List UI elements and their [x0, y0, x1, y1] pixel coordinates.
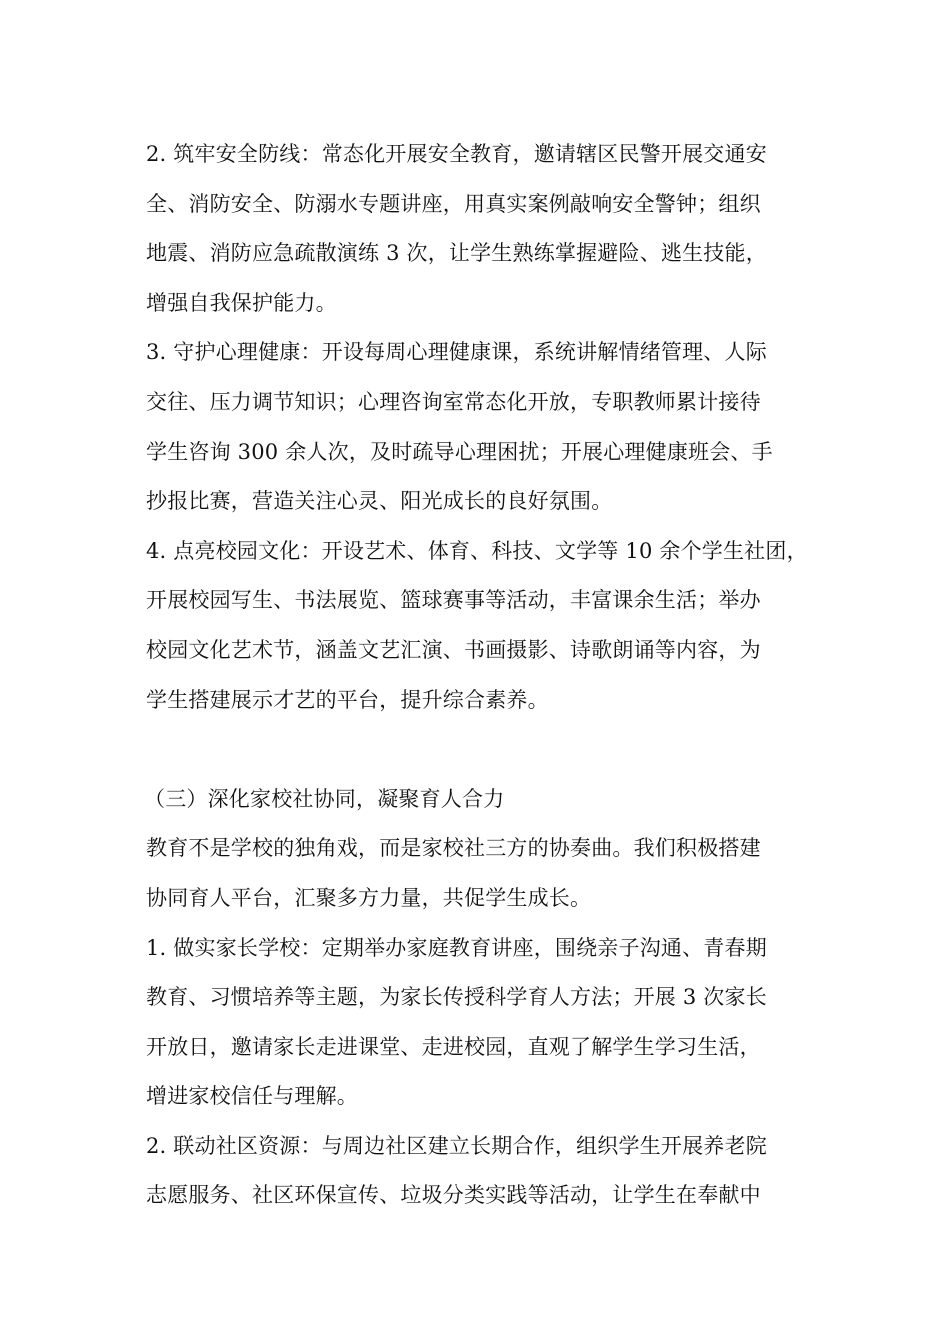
- text-line: 抄报比赛，营造关注心灵、阳光成长的良好氛围。: [146, 489, 613, 514]
- paragraph: [146, 527, 816, 725]
- paragraph: [146, 328, 816, 526]
- paragraph: [146, 130, 816, 328]
- text-line: 全、消防安全、防溺水专题讲座，用真实案例敲响安全警钟；组织: [146, 191, 761, 216]
- text-line: 3. 守护心理健康：开设每周心理健康课，系统讲解情绪管理、人际: [146, 340, 767, 365]
- text-line: 学生咨询 300 余人次，及时疏导心理困扰；开展心理健康班会、手: [146, 439, 773, 464]
- text-line: 开放日，邀请家长走进课堂、走进校园，直观了解学生学习生活，: [146, 1034, 761, 1059]
- text-line: 开展校园写生、书法展览、篮球赛事等活动，丰富课余生活；举办: [146, 588, 761, 613]
- text-line: 学生搭建展示才艺的平台，提升综合素养。: [146, 687, 549, 712]
- text-line: 地震、消防应急疏散演练 3 次，让学生熟练掌握避险、逃生技能，: [146, 241, 767, 266]
- text-line: 2. 联动社区资源：与周边社区建立长期合作，组织学生开展养老院: [146, 1133, 767, 1158]
- text-line: 增进家校信任与理解。: [146, 1084, 358, 1109]
- paragraph: [146, 1122, 816, 1221]
- paragraph: [146, 924, 816, 1122]
- text-line: 教育、习惯培养等主题，为家长传授科学育人方法；开展 3 次家长: [146, 985, 767, 1010]
- section-heading: [146, 775, 816, 825]
- text-line: 交往、压力调节知识；心理咨询室常态化开放，专职教师累计接待: [146, 389, 761, 414]
- text-line: 4. 点亮校园文化：开设艺术、体育、科技、文学等 10 余个学生社团，: [146, 538, 808, 563]
- blank-line: [146, 725, 816, 775]
- text-line: 协同育人平台，汇聚多方力量，共促学生成长。: [146, 885, 592, 910]
- text-line: 1. 做实家长学校：定期举办家庭教育讲座，围绕亲子沟通、青春期: [146, 935, 767, 960]
- document-body: [146, 130, 816, 1221]
- text-line: 校园文化艺术节，涵盖文艺汇演、书画摄影、诗歌朗诵等内容，为: [146, 637, 761, 662]
- heading-text: （三）深化家校社协同，凝聚育人合力: [144, 786, 505, 811]
- text-line: 教育不是学校的独角戏，而是家校社三方的协奏曲。我们积极搭建: [146, 836, 761, 861]
- text-line: 志愿服务、社区环保宣传、垃圾分类实践等活动，让学生在奉献中: [146, 1183, 761, 1208]
- text-line: 增强自我保护能力。: [146, 290, 337, 315]
- paragraph: [146, 824, 816, 923]
- text-line: 2. 筑牢安全防线：常态化开展安全教育，邀请辖区民警开展交通安: [146, 142, 767, 166]
